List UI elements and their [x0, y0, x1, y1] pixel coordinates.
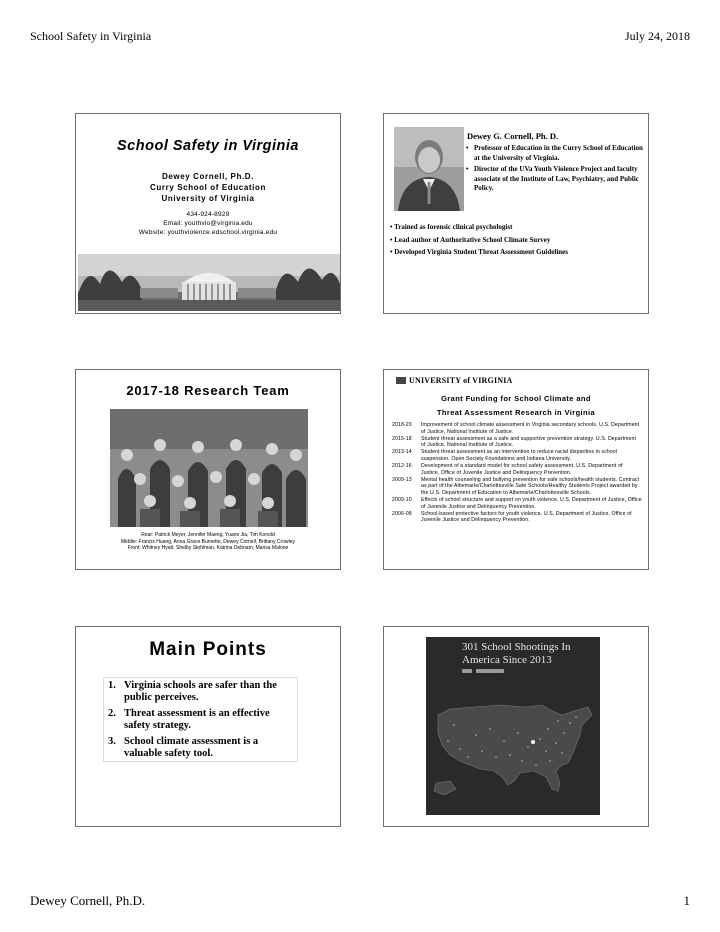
- website-text: Website: youthviolence.edschool.virginia.edu: [138, 229, 278, 236]
- caption-front: Front: Whitney Hyatt, Shelby Stohlman, Katrina Debnam, Marisa Malone: [127, 545, 289, 552]
- grant-item: [392, 449, 642, 462]
- main-point: [108, 736, 293, 760]
- page-header: [30, 29, 690, 44]
- caption-rear: Rear: Patrick Meyer, Jennifer Maeng, Yuane Jia, Tim Konold: [141, 532, 275, 538]
- bio-bullets: [463, 144, 643, 196]
- grant-text: School-based protective factors for youth violence. U.S. Department of Justice, Office of Juvenile Justice and Delinquency Prevention.: [421, 510, 632, 524]
- university-name: University of Virginia: [161, 194, 255, 203]
- presenter-name: Dewey Cornell, Ph.D.: [161, 172, 255, 181]
- grant-item: [392, 463, 642, 476]
- slide-1-contact: [76, 210, 340, 237]
- grants-title: [384, 392, 648, 420]
- grant-years: 2009-10: [392, 497, 412, 504]
- bio-more-bullet: • Lead author of Authoritative School Climate Survey: [390, 235, 645, 245]
- main-points-list: [104, 678, 297, 760]
- grant-item: [392, 436, 642, 449]
- slide-4-grants: [383, 369, 649, 570]
- grants-title-line: Grant Funding for School Climate and: [441, 394, 591, 403]
- grant-text: Student threat assessment as a safe and supportive prevention strategy. U.S. Department of Justice, National Institute of Justice.: [421, 435, 637, 449]
- grant-text: Mental health counseling and bullying prevention for safe schools/health students. Contract as part of the Albemarle/Charlottesville Safe Schools/Healthy Students Project awarded by the U.S. Department of Education to Albemarle/Charlottesville Schools.: [421, 476, 640, 496]
- rotunda-icon: [396, 377, 406, 384]
- caption-middle: Middle: Francis Huang, Anna Grace Burnette, Dewey Cornell, Brittany Crowley: [121, 538, 295, 545]
- team-photo: [110, 409, 308, 527]
- grant-item: [392, 422, 642, 435]
- header-date: July 24, 2018: [624, 29, 690, 43]
- grant-years: 2012-16: [392, 463, 412, 470]
- uva-logo-text: UNIVERSITY of VIRGINIA: [409, 376, 513, 385]
- slide-1-title: [75, 113, 341, 314]
- bio-more-bullet: • Developed Virginia Student Threat Assessment Guidelines: [390, 247, 645, 257]
- email-text: Email: youthvio@virginia.edu: [163, 220, 253, 227]
- slide-1-heading: School Safety in Virginia: [117, 138, 299, 154]
- campus-photo: [78, 254, 340, 311]
- point-number: 3.: [108, 736, 116, 747]
- grant-item: [392, 497, 642, 510]
- grant-text: Effects of school structure and support on youth violence. U.S. Department of Justice, Office of Juvenile Justice and Delinquency Prevention.: [421, 497, 642, 510]
- grant-list: [392, 422, 642, 524]
- bio-more-bullet: • Trained as forensic clinical psychologist: [390, 222, 645, 232]
- bio-name: Dewey G. Cornell, Ph. D.: [467, 131, 559, 141]
- map-title-line: America Since 2013: [462, 653, 552, 666]
- phone-text: 434-924-8929: [186, 211, 230, 218]
- point-text: Threat assessment is an effective safety strategy.: [124, 708, 270, 731]
- map-filter-button[interactable]: [476, 669, 504, 673]
- page-number: 1: [683, 893, 690, 908]
- main-points-box: [103, 677, 298, 762]
- grant-years: 2009-13: [392, 476, 412, 483]
- map-title-line: 301 School Shootings In: [462, 641, 571, 653]
- main-point: [108, 680, 293, 704]
- grant-years: 2013-14: [392, 449, 412, 456]
- main-point: [108, 708, 293, 732]
- grant-item: [392, 511, 642, 524]
- grant-text: Improvement of school climate assessment in Virginia secondary schools. U.S. Department of Justice, National Institute of Justice.: [421, 422, 640, 435]
- point-text: Virginia schools are safer than the public perceives.: [124, 680, 277, 703]
- page-footer: [30, 893, 690, 909]
- team-title: 2017-18 Research Team: [126, 383, 290, 398]
- us-map: [430, 685, 596, 807]
- team-caption: [76, 532, 340, 552]
- main-points-title: Main Points: [149, 639, 267, 660]
- map-title: [462, 641, 570, 666]
- portrait-photo: [394, 127, 464, 211]
- grant-years: 2018-20: [392, 422, 412, 428]
- uva-logo: [396, 376, 513, 385]
- slide-3-team: [75, 369, 341, 570]
- slide-5-main-points: [75, 626, 341, 827]
- grant-text: Development of a standard model for school safety assessment. U.S. Department of Justice, Office of Juvenile Justice and Delinquency Prevention.: [421, 463, 623, 476]
- grant-years: 2015-18: [392, 435, 412, 442]
- grant-years: 2006-08: [392, 510, 412, 517]
- school-name: Curry School of Education: [150, 183, 266, 192]
- map-play-button[interactable]: [462, 669, 472, 673]
- grant-item: [392, 477, 642, 497]
- bio-more-bullets: [390, 222, 645, 260]
- grants-title-line: Threat Assessment Research in Virginia: [436, 408, 596, 417]
- grant-text: Student threat assessment as an intervention to reduce racial disparities in school suspension. Open Society Foundations and Indiana University.: [421, 449, 618, 462]
- point-text: School climate assessment is a valuable safety tool.: [124, 736, 259, 759]
- bio-bullet: • Director of the UVa Youth Violence Project and faculty associate of the Institute of Law, Psychiatry, and Public Policy.: [463, 165, 643, 194]
- map-highlight-marker: [531, 740, 535, 744]
- point-number: 1.: [108, 680, 116, 691]
- slide-2-bio: [383, 113, 649, 314]
- header-title: School Safety in Virginia: [30, 29, 152, 43]
- point-number: 2.: [108, 708, 116, 719]
- slide-1-affiliation: [76, 171, 340, 204]
- footer-author: Dewey Cornell, Ph.D.: [30, 893, 146, 908]
- bio-bullet: • Professor of Education in the Curry School of Education at the University of Virginia.: [463, 144, 643, 163]
- map-panel: [426, 637, 600, 815]
- slide-6-shootings-map: [383, 626, 649, 827]
